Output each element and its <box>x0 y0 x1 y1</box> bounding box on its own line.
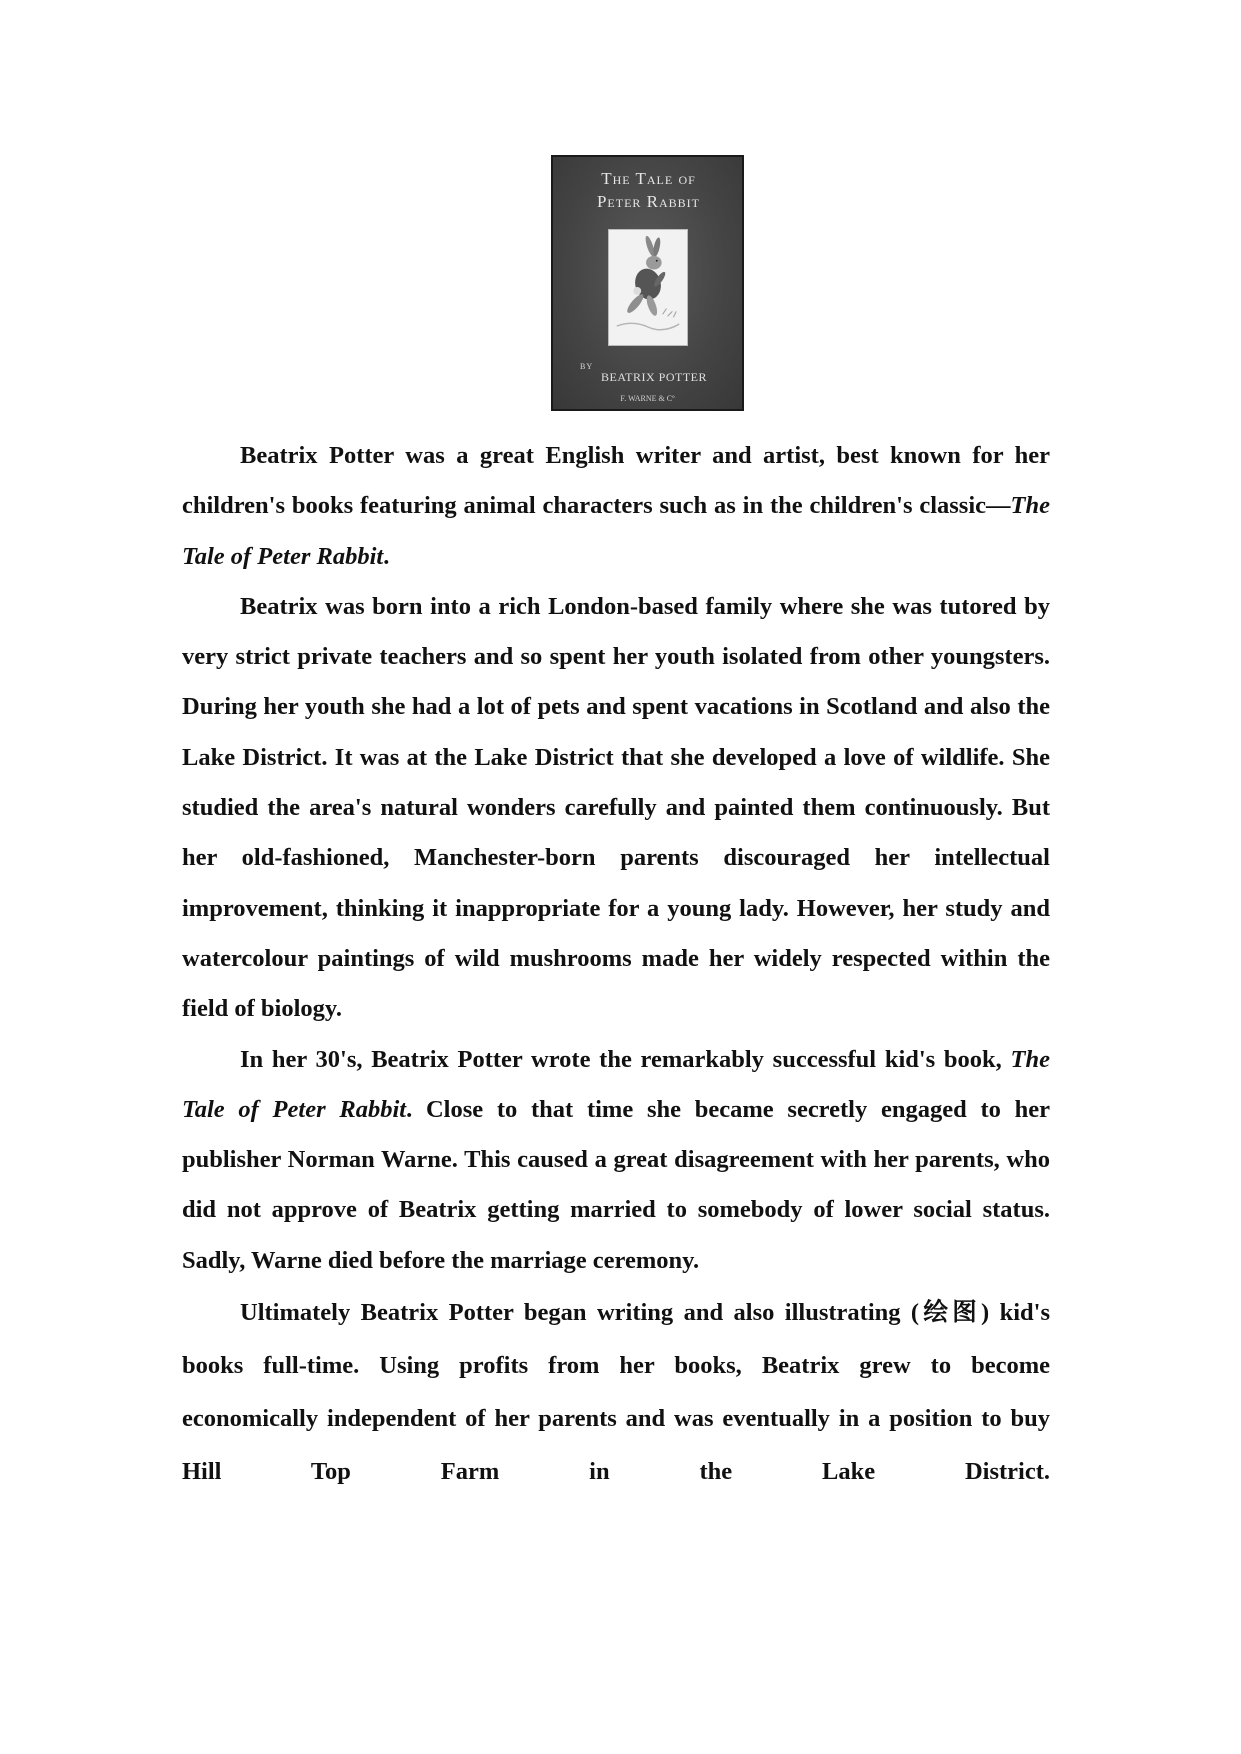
paragraph-1-text: Beatrix Potter was a great English writer and artist, best known for her children's books featuring animal characters such as in the children's classic— <box>182 442 1050 520</box>
book-cover-image <box>551 155 744 411</box>
rabbit-illustration <box>608 229 688 346</box>
cover-by-label: BY <box>580 362 594 371</box>
paragraph-3 <box>182 1035 1050 1286</box>
rabbit-icon <box>609 230 687 345</box>
book-title-italic: The Tale of Peter Rabbit <box>182 492 1050 570</box>
book-title-italic: The Tale of Peter Rabbit <box>182 1045 1050 1123</box>
article-body <box>182 431 1050 1498</box>
paragraph-1-end: . <box>383 542 390 570</box>
cover-publisher: F. WARNE & Cº <box>620 394 675 403</box>
paragraph-3-text: In her 30's, Beatrix Potter wrote the remarkably successful kid's book, <box>240 1045 1011 1073</box>
paragraph-4: Ultimately Beatrix Potter began writing and also illustrating (绘图) kid's books full-time. Using profits from her books, Beatrix grew to become economically independent of her parents and was eventually in a position to buy Hill Top Farm in the Lake District. <box>182 1299 1050 1486</box>
paragraph-2: Beatrix was born into a rich London-based family where she was tutored by very strict private teachers and so spent her youth isolated from other youngsters. During her youth she had a lot of pets and spent vacations in Scotland and also the Lake District. It was at the Lake District that she developed a love of wildlife. She studied the area's natural wonders carefully and painted them continuously. But her old-fashioned, Manchester-born parents discouraged her intellectual improvement, thinking it inappropriate for a young lady. However, her study and watercolour paintings of wild mushrooms made her widely respected within the field of biology. <box>182 592 1050 1023</box>
cover-title-line-1: The Tale of <box>601 169 696 188</box>
paragraph-3-rest: . Close to that time she became secretly engaged to her publisher Norman Warne. This caused a great disagreement with her parents, who did not approve of Beatrix getting married to somebody of lower social status. Sadly, Warne died before the marriage ceremony. <box>182 1095 1050 1274</box>
cover-title-line-2: Peter Rabbit <box>596 192 701 211</box>
cover-author: BEATRIX POTTER <box>601 370 707 384</box>
paragraph-1 <box>182 431 1050 582</box>
